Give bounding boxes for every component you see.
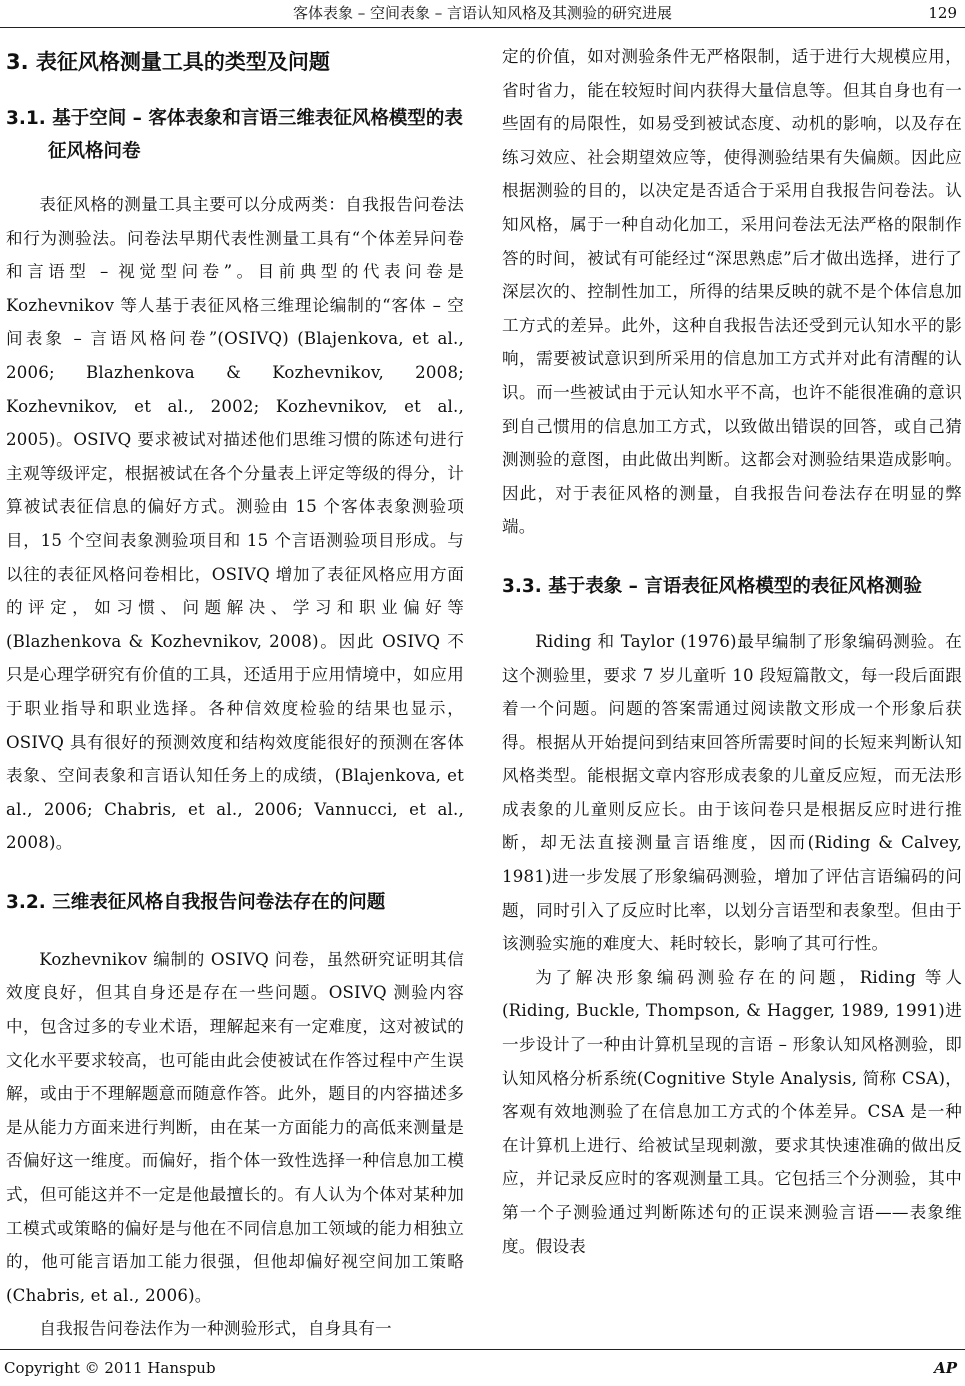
section-3-title: 3. 表征风格测量工具的类型及问题 <box>6 50 330 74</box>
paragraph-csa: 为了解决形象编码测验存在的问题，Riding 等人(Riding, Buckle, Thompson, & Hagger, 1989, 1991)进一步设计了一种由计算机呈现的言语 – 形象认知风格测验，即认知风格分析系统(Cognitive Style Analysis, 简称 CSA)，客观有效地测验了在信息加工方式的个体差异。CSA 是一种在计算机上进行、给被试呈现刺激，要求其快速准确的做出反应，并记录反应时的客观测量工具。它包括三个分测验，其中第一个子测验通过判断陈述句的正误来测验言语——表象维度。假设表 <box>502 967 962 1256</box>
section-3-3-title: 3.3. 基于表象 – 言语表征风格模型的表征风格测验 <box>502 575 922 597</box>
right-column <box>502 40 962 1340</box>
header-divider <box>0 27 965 28</box>
paragraph-osivq-intro: 表征风格的测量工具主要可以分成两类：自我报告问卷法和行为测验法。问卷法早期代表性测量工具有“个体差异问卷和言语型 – 视觉型问卷”。目前典型的代表问卷是 Kozhevnikov 等人基于表征风格三维理论编制的“客体 – 空间表象 – 言语风格问卷”(OSIVQ) (Blajenkova, et al., 2006; Blazhenkova & Kozhevnikov, 2008; Kozhevnikov, et al., 2002; Kozhevnikov, et al., 2005)。OSIVQ 要求被试对描述他们思维习惯的陈述句进行主观等级评定，根据被试在各个分量表上评定等级的得分，计算被试表征信息的偏好方式。测验由 15 个客体表象测验项目，15 个空间表象测验项目和 15 个言语测验项目形成。与以往的表征风格问卷相比，OSIVQ 增加了表征风格应用方面的评定，如习惯、问题解决、学习和职业偏好等(Blazhenkova & Kozhevnikov, 2008)。因此 OSIVQ 不只是心理学研究有价值的工具，还适用于应用情境中，如应用于职业指导和职业选择。各种信效度检验的结果也显示，OSIVQ 具有很好的预测效度和结构效度能很好的预测在客体表象、空间表象和言语认知任务上的成绩，(Blajenkova, et al., 2006; Chabris, et al., 2006; Vannucci, et al., 2008)。 <box>6 195 464 853</box>
running-title: 客体表象 – 空间表象 – 言语认知风格及其测验的研究进展 <box>292 4 673 22</box>
left-column <box>6 40 464 1340</box>
paragraph-self-report: 自我报告问卷法作为一种测验形式，自身具有一 <box>39 1319 392 1339</box>
page-header <box>0 0 965 34</box>
page-number: 129 <box>928 4 957 22</box>
section-3-2-title: 3.2. 三维表征风格自我报告问卷法存在的问题 <box>6 891 386 913</box>
paragraph-self-report-continued: 定的价值，如对测验条件无严格限制，适于进行大规模应用，省时省力，能在较短时间内获得大量信息等。但其自身也有一些固有的局限性，如易受到被试态度、动机的影响，以及存在练习效应、社会期望效应等，使得测验结果有失偏颇。因此应根据测验的目的，以决定是否适合于采用自我报告问卷法。认知风格，属于一种自动化加工，采用问卷法无法严格的限制作答的时间，被试有可能经过“深思熟虑”后才做出选择，进行了深层次的、控制性加工，所得的结果反映的就不是个体信息加工方式的差异。此外，这种自我报告法还受到元认知水平的影响，需要被试意识到所采用的信息加工方式并对此有清醒的认识。而一些被试由于元认知水平不高，也许不能很准确的意识到自己惯用的信息加工方式，以致做出错误的回答，或自己猜测测验的意图，由此做出判断。这都会对测验结果造成影响。因此，对于表征风格的测量，自我报告问卷法存在明显的弊端。 <box>502 47 962 537</box>
journal-abbreviation: AP <box>934 1359 957 1377</box>
paragraph-image-coding-test: Riding 和 Taylor (1976)最早编制了形象编码测验。在这个测验里，要求 7 岁儿童听 10 段短篇散文，每一段后面跟着一个问题。问题的答案需通过阅读散文形成一个形象后获得。根据从开始提问到结束回答所需要时间的长短来判断认知风格类型。能根据文章内容形成表象的儿童反应短，而无法形成表象的儿童则反应长。由于该问卷只是根据反应时进行推断，却无法直接测量言语维度，因而(Riding & Calvey, 1981)进一步发展了形象编码测验，增加了评估言语编码的问题，同时引入了反应时比率，以划分言语型和表象型。但由于该测验实施的难度大、耗时较长，影响了其可行性。 <box>502 631 962 954</box>
paragraph-osivq-problems: Kozhevnikov 编制的 OSIVQ 问卷，虽然研究证明其信效度良好，但其自身还是存在一些问题。OSIVQ 测验内容中，包含过多的专业术语，理解起来有一定难度，这对被试的文化水平要求较高，也可能由此会使被试在作答过程中产生误解，或由于不理解题意而随意作答。此外，题目的内容描述多是从能力方面来进行判断，由在某一方面能力的高低来测量是否偏好这一维度。而偏好，指个体一致性选择一种信息加工模式，但可能这并不一定是他最擅长的。有人认为个体对某种加工模式或策略的偏好是与他在不同信息加工领域的能力相独立的，他可能言语加工能力很强，但他却偏好视空间加工策略(Chabris, et al., 2006)。 <box>6 949 464 1305</box>
page-footer <box>0 1349 965 1386</box>
footer-divider <box>0 1349 965 1350</box>
copyright-notice: Copyright © 2011 Hanspub <box>4 1359 216 1377</box>
section-3-1-title: 3.1. 基于空间 – 客体表象和言语三维表征风格模型的表征风格问卷 <box>6 108 463 162</box>
